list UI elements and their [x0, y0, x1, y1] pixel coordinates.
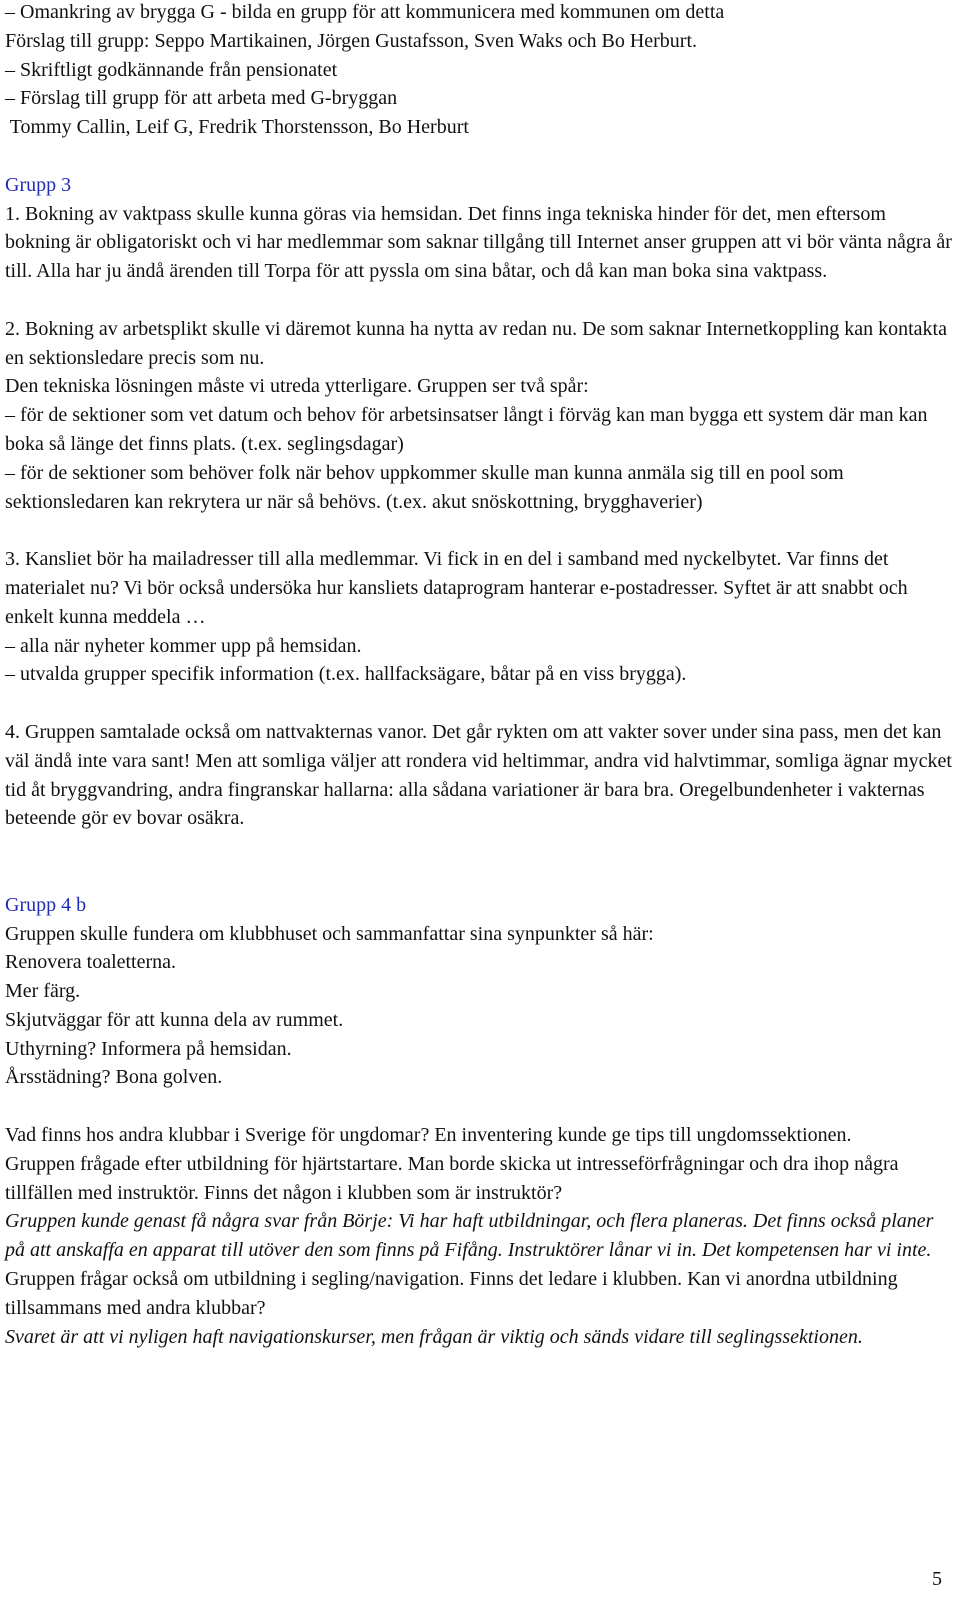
group3-item3-line: 3. Kansliet bör ha mailadresser till alla medlemmar. Vi fick in en del i samband med nyckelbytet. Var finns det materialet nu? Vi bör också undersöka hur kansliets dataprogram hanterar e-postadresser. Syftet är att snabbt och enkelt kunna meddela … [5, 548, 908, 628]
group3-item3-line: – utvalda grupper specifik information (t.ex. hallfacksägare, båtar på en viss brygga). [5, 663, 687, 686]
spacer [5, 286, 953, 315]
spacer [5, 833, 953, 891]
group3-item3-line: – alla när nyheter kommer upp på hemsidan. [5, 634, 362, 657]
group4b-heart: Gruppen frågade efter utbildning för hjärtstartare. Man borde skicka ut intresseförfrågningar och dra ihop några tillfällen med instruktör. Finns det någon i klubben som är instruktör? [5, 1152, 899, 1204]
spacer [5, 142, 953, 171]
group3-item2-line: – för de sektioner som vet datum och behov för arbetsinsatser långt i förväg kan man bygga ett system där man kan boka så länge det finns plats. (t.ex. seglingsdagar) [5, 404, 928, 455]
intro-line: Tommy Callin, Leif G, Fredrik Thorstensson, Bo Herburt [5, 116, 469, 139]
group4b-line: Gruppen skulle fundera om klubbhuset och sammanfattar sina synpunkter så här: [5, 922, 654, 945]
intro-line: Förslag till grupp: Seppo Martikainen, Jörgen Gustafsson, Sven Waks och Bo Herburt. [5, 29, 698, 52]
spacer [5, 1092, 953, 1121]
group4b-line: Årsstädning? Bona golven. [5, 1066, 223, 1089]
group4b-heart-answer: Gruppen kunde genast få några svar från Börje: Vi har haft utbildningar, och flera planeras. Det finns också planer på att anskaffa en apparat till utöver den som finns på Fifång. Instruktörer lånar vi in. Det kompetensen har vi inte. [5, 1210, 934, 1262]
group3-item2-line: Den tekniska lösningen måste vi utreda ytterligare. Gruppen ser två spår: [5, 375, 589, 398]
group4b-youth: Vad finns hos andra klubbar i Sverige för ungdomar? En inventering kunde ge tips till ungdomssektionen. [5, 1124, 852, 1147]
group4b-line: Skjutväggar för att kunna dela av rummet. [5, 1008, 344, 1031]
group3-item1: 1. Bokning av vaktpass skulle kunna göras via hemsidan. Det finns inga tekniska hinder för det, men eftersom bokning är obligatoriskt och vi har medlemmar som saknar tillgång till Internet anser gruppen att vi bör vänta några år till. Alla har ju ändå ärenden till Torpa för att pyssla om sina båtar, och då kan man boka sina vaktpass. [5, 202, 952, 283]
group4b-heading: Grupp 4 b [5, 893, 87, 916]
group4b-sailing-answer: Svaret är att vi nyligen haft navigationskurser, men frågan är viktig och sänds vidare till seglingssektionen. [5, 1325, 863, 1348]
group4b-line: Mer färg. [5, 980, 81, 1003]
intro-line: – Förslag till grupp för att arbeta med G-bryggan [5, 87, 398, 110]
group3-item2-line: 2. Bokning av arbetsplikt skulle vi däremot kunna ha nytta av redan nu. De som saknar Internetkoppling kan kontakta en sektionsledare precis som nu. [5, 317, 947, 369]
page-number: 5 [932, 1568, 942, 1590]
document-page [5, 0, 953, 1351]
group4b-line: Renovera toaletterna. [5, 951, 177, 974]
spacer [5, 516, 953, 545]
group3-item4: 4. Gruppen samtalade också om nattvakternas vanor. Det går rykten om att vakter sover under sina pass, men det kan väl ändå inte vara sant! Men att somliga väljer att rondera vid heltimmar, andra vid halvtimmar, somliga ägnar mycket tid åt bryggvandring, andra fingranskar hallarna: alla sådana variationer är bara bra. Oregelbundenheter i vakternas beteende gör ev bovar osäkra. [5, 720, 952, 830]
group4b-sailing: Gruppen frågar också om utbildning i segling/navigation. Finns det ledare i klubben. Kan vi anordna utbildning tillsammans med andra klubbar? [5, 1268, 898, 1319]
group4b-line: Uthyrning? Informera på hemsidan. [5, 1037, 292, 1060]
group3-heading: Grupp 3 [5, 173, 72, 196]
intro-line: – Omankring av brygga G - bilda en grupp för att kommunicera med kommunen om detta [5, 1, 725, 23]
spacer [5, 689, 953, 718]
group3-item2-line: – för de sektioner som behöver folk när behov uppkommer skulle man kunna anmäla sig till en pool som sektionsledaren kan rekrytera ur när så behövs. (t.ex. akut snöskottning, brygghaverier) [5, 461, 844, 513]
intro-line: – Skriftligt godkännande från pensionatet [5, 58, 338, 81]
